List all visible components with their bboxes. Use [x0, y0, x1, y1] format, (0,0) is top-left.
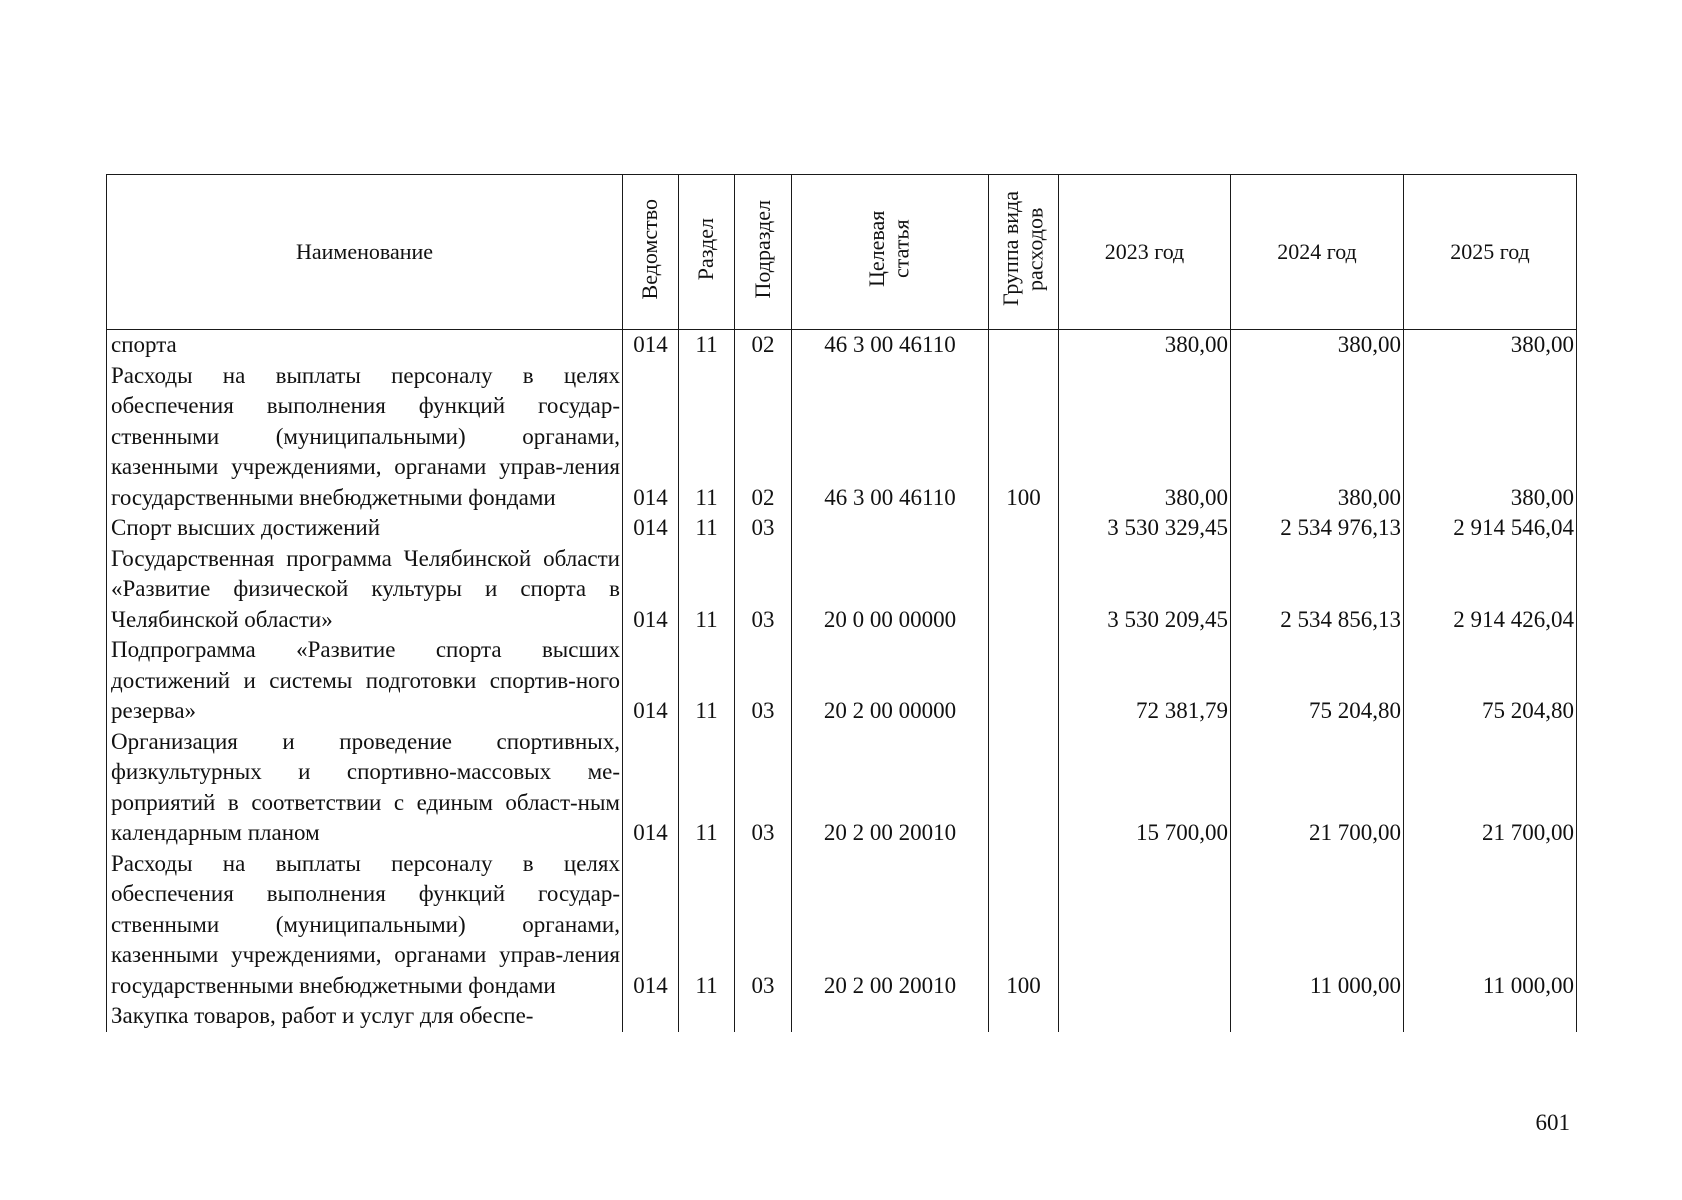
- budget-table-sheet: [106, 174, 1576, 1090]
- cell-name: Организация и проведение спортивных, физкультурных и спортивно-массовых ме-роприятий в соответствии с единым област-ным календарным планом: [107, 727, 623, 849]
- cell-year-2024: 21 700,00: [1231, 727, 1404, 849]
- cell-subsection: 03: [735, 635, 792, 727]
- header-target-article: [792, 175, 989, 330]
- header-subsection: [735, 175, 792, 330]
- cell-target-article: 20 2 00 20010: [792, 727, 989, 849]
- cell-year-2024: 2 534 856,13: [1231, 544, 1404, 636]
- cell-section: 11: [679, 849, 735, 1002]
- cell-department: 014: [623, 330, 679, 361]
- cell-year-2024: 75 204,80: [1231, 635, 1404, 727]
- cell-expense-group: [989, 513, 1059, 544]
- cell-target-article: [792, 1001, 989, 1032]
- cell-target-article: 46 3 00 46110: [792, 330, 989, 361]
- table-row: [107, 1001, 1577, 1032]
- table-row: [107, 361, 1577, 514]
- cell-target-article: 20 0 00 00000: [792, 544, 989, 636]
- cell-year-2025: 380,00: [1404, 330, 1577, 361]
- cell-year-2023: [1059, 849, 1231, 1002]
- cell-year-2024: 11 000,00: [1231, 849, 1404, 1002]
- cell-expense-group: [989, 727, 1059, 849]
- cell-target-article: 20 2 00 00000: [792, 635, 989, 727]
- cell-subsection: 03: [735, 849, 792, 1002]
- cell-year-2023: 72 381,79: [1059, 635, 1231, 727]
- cell-year-2024: 2 534 976,13: [1231, 513, 1404, 544]
- cell-section: 11: [679, 513, 735, 544]
- cell-year-2025: [1404, 1001, 1577, 1032]
- header-year-2023: [1059, 175, 1231, 330]
- cell-year-2023: 380,00: [1059, 361, 1231, 514]
- cell-year-2025: 2 914 546,04: [1404, 513, 1577, 544]
- budget-table: [106, 174, 1577, 1032]
- cell-name: Расходы на выплаты персоналу в целях обеспечения выполнения функций государ-ственными (муниципальными) органами, казенными учреждениями, органами управ-ления государственными внебюджетными фондами: [107, 361, 623, 514]
- cell-name: спорта: [107, 330, 623, 361]
- cell-year-2025: 75 204,80: [1404, 635, 1577, 727]
- cell-name: Расходы на выплаты персоналу в целях обеспечения выполнения функций государ-ственными (муниципальными) органами, казенными учреждениями, органами управ-ления государственными внебюджетными фондами: [107, 849, 623, 1002]
- cell-subsection: 03: [735, 727, 792, 849]
- cell-section: 11: [679, 635, 735, 727]
- header-year-2025-label: 2025 год: [1450, 239, 1530, 264]
- table-row: [107, 513, 1577, 544]
- header-expense-group-label: Группа вида расходов: [997, 191, 1048, 307]
- cell-year-2023: 3 530 329,45: [1059, 513, 1231, 544]
- cell-name: Государственная программа Челябинской области «Развитие физической культуры и спорта в Челябинской области»: [107, 544, 623, 636]
- cell-year-2023: 3 530 209,45: [1059, 544, 1231, 636]
- header-name: [107, 175, 623, 330]
- cell-year-2025: 21 700,00: [1404, 727, 1577, 849]
- header-row: [107, 175, 1577, 330]
- cell-section: 11: [679, 330, 735, 361]
- header-name-label: Наименование: [295, 239, 434, 264]
- header-department: [623, 175, 679, 330]
- page-number: 601: [1535, 1110, 1570, 1135]
- cell-year-2024: 380,00: [1231, 330, 1404, 361]
- cell-department: 014: [623, 635, 679, 727]
- cell-expense-group: [989, 544, 1059, 636]
- cell-year-2025: 11 000,00: [1404, 849, 1577, 1002]
- cell-subsection: 03: [735, 544, 792, 636]
- table-row: [107, 544, 1577, 636]
- cell-year-2023: 15 700,00: [1059, 727, 1231, 849]
- cell-section: 11: [679, 727, 735, 849]
- cell-subsection: 02: [735, 361, 792, 514]
- cell-department: 014: [623, 361, 679, 514]
- cell-expense-group: 100: [989, 849, 1059, 1002]
- cell-expense-group: [989, 635, 1059, 727]
- cell-subsection: 02: [735, 330, 792, 361]
- cell-target-article: [792, 513, 989, 544]
- header-department-label: Ведомство: [637, 198, 663, 300]
- header-year-2025: [1404, 175, 1577, 330]
- table-row: [107, 330, 1577, 361]
- header-year-2024-label: 2024 год: [1277, 239, 1357, 264]
- cell-name: Закупка товаров, работ и услуг для обеспе-: [107, 1001, 623, 1032]
- header-target-article-label: Целевая статья: [864, 210, 914, 288]
- header-year-2023-label: 2023 год: [1104, 239, 1185, 264]
- table-row: [107, 849, 1577, 1002]
- cell-subsection: [735, 1001, 792, 1032]
- cell-expense-group: [989, 1001, 1059, 1032]
- header-subsection-label: Подраздел: [749, 199, 775, 299]
- cell-name: Спорт высших достижений: [107, 513, 623, 544]
- cell-department: 014: [623, 727, 679, 849]
- cell-expense-group: [989, 330, 1059, 361]
- cell-name: Подпрограмма «Развитие спорта высших достижений и системы подготовки спортив-ного резерва»: [107, 635, 623, 727]
- header-year-2024: [1231, 175, 1404, 330]
- header-section-label: Раздел: [693, 217, 719, 281]
- table-body: [107, 330, 1577, 1032]
- cell-department: 014: [623, 544, 679, 636]
- cell-target-article: 20 2 00 20010: [792, 849, 989, 1002]
- cell-year-2025: 2 914 426,04: [1404, 544, 1577, 636]
- header-section: [679, 175, 735, 330]
- cell-year-2024: [1231, 1001, 1404, 1032]
- cell-section: [679, 1001, 735, 1032]
- cell-year-2023: 380,00: [1059, 330, 1231, 361]
- cell-subsection: 03: [735, 513, 792, 544]
- cell-expense-group: 100: [989, 361, 1059, 514]
- header-expense-group: [989, 175, 1059, 330]
- cell-department: 014: [623, 513, 679, 544]
- cell-year-2024: 380,00: [1231, 361, 1404, 514]
- cell-section: 11: [679, 361, 735, 514]
- table-row: [107, 727, 1577, 849]
- table-row: [107, 635, 1577, 727]
- cell-target-article: 46 3 00 46110: [792, 361, 989, 514]
- cell-department: [623, 1001, 679, 1032]
- cell-year-2023: [1059, 1001, 1231, 1032]
- cell-section: 11: [679, 544, 735, 636]
- cell-year-2025: 380,00: [1404, 361, 1577, 514]
- cell-department: 014: [623, 849, 679, 1002]
